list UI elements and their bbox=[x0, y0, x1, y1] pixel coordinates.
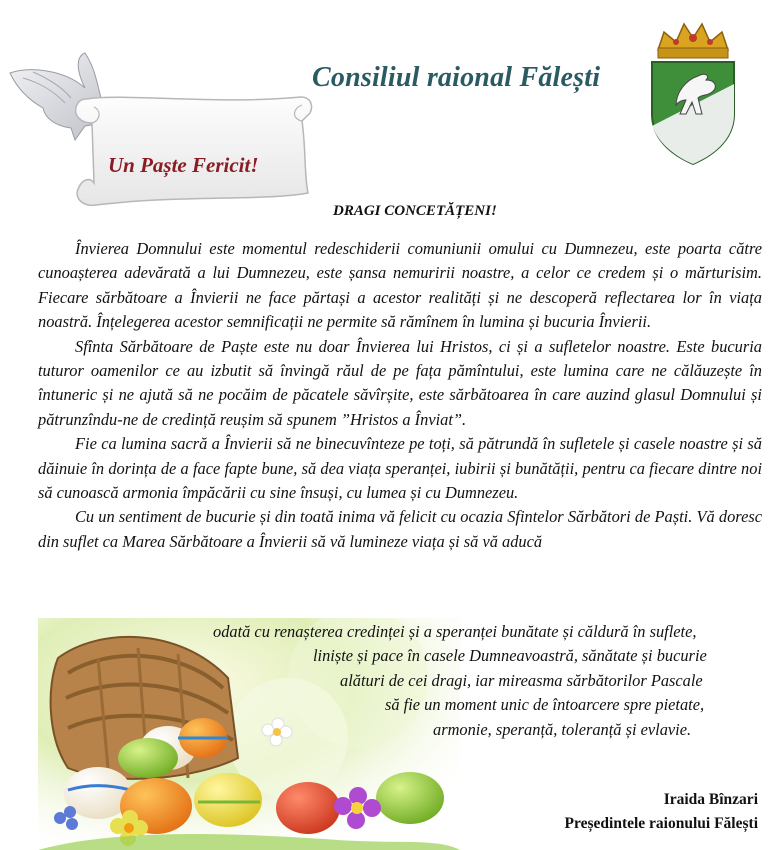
signature-title: Președintele raionului Fălești bbox=[564, 815, 758, 832]
letter-paragraph: Învierea Domnului este momentul redeschiderii comuniunii omului cu Dumnezeu, este poarta către cunoașterea adevărată a lui Dumnezeu, este șansa nemuririi noastre, a celor ce credem și o mărturisim. Fiecare sărbătoare a Învierii ne face părtași a acestor realități și ne descoperă reflectarea lor în viața noastră. Înțelegerea acestor semnificații ne permite să rămînem în lumina și bucuria Învierii. bbox=[38, 239, 762, 332]
closing-line: armonie, speranță, toleranță și evlavie. bbox=[433, 719, 692, 739]
signature-name: Iraida Bînzari bbox=[663, 791, 758, 808]
letter-paragraph: Fie ca lumina sacră a Învierii să ne binecuvînteze pe toți, să pătrundă în sufletele și casele noastre și să dăinuie în dorința de a face fapte bune, să dea viața speranței, iubirii și bunătății, pentru ca fiecare dintre noi să cunoască armonia împăcării cu sine însuși, cu lumea și cu Dumnezeu. bbox=[38, 434, 762, 503]
closing-line: alături de cei dragi, iar mireasma sărbătorilor Pascale bbox=[340, 670, 703, 690]
council-title: Consiliul raional Fălești bbox=[312, 62, 601, 93]
letter-body bbox=[38, 237, 762, 554]
greeting-text: Un Paște Fericit! bbox=[108, 153, 259, 177]
scroll-banner bbox=[66, 93, 318, 211]
signature-block bbox=[565, 788, 758, 836]
letter-paragraph: Cu un sentiment de bucurie și din toată inima vă felicit cu ocazia Sfintelor Sărbători de Paști. Vă doresc din suflet ca Marea Sărbătoare a Învierii să vă lumineze viața și să vă aducă bbox=[38, 507, 762, 551]
closing-line: să fie un moment unic de întoarcere spre pietate, bbox=[385, 695, 705, 715]
closing-line: odată cu renașterea credinței și a speranței bunătate și căldură în suflete, bbox=[213, 622, 697, 641]
letter-paragraph: Sfînta Sărbătoare de Paște este nu doar Învierea lui Hristos, ci și a sufletelor noastre. Este bucuria tuturor oamenilor ce au izbutit să învingă răul de pe fața pămîntului, este lumina care ne călăuzește în întuneric și ne ajută să ne pocăim de păcatele săvîrșite, este sărbătoarea în care auzind glasul Domnului și pătrunzîndu-ne de credință reușim să spunem ”Hristos a Înviat”. bbox=[38, 336, 762, 429]
coat-of-arms-icon bbox=[646, 14, 740, 166]
closing-line: liniște și pace în casele Dumneavoastră, sănătate și bucurie bbox=[313, 646, 707, 666]
salutation: DRAGI CONCETĂȚENI! bbox=[333, 203, 497, 219]
